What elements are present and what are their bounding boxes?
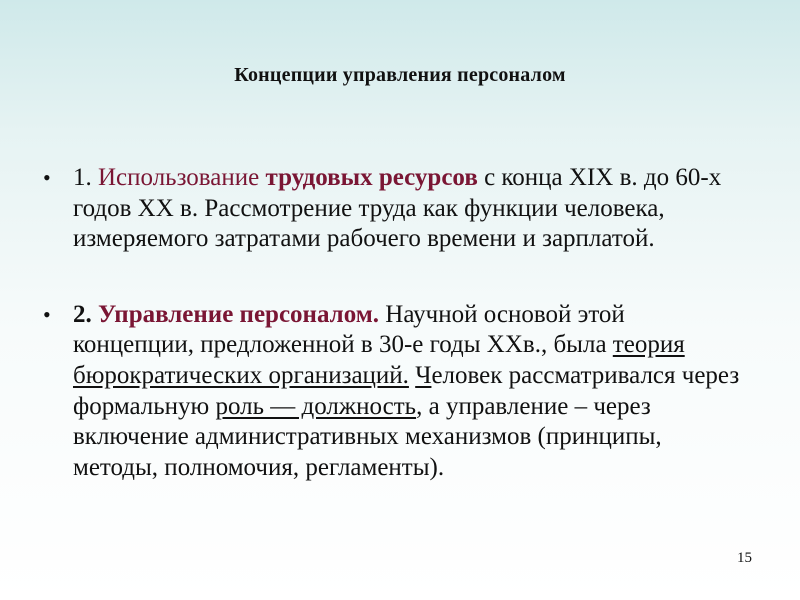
bullet-marker-icon: •: [43, 301, 51, 327]
bullet-2-bureaucratic-theory: теория бюрократических организаций.: [73, 331, 685, 389]
bullet-item-2: [40, 300, 740, 484]
bullet-1-term-usage: Использование: [98, 164, 260, 191]
bullet-1-term-labor-resources: трудовых ресурсов: [265, 164, 478, 191]
bullet-list: [40, 163, 740, 483]
bullet-2-role-position: роль — должность: [215, 392, 417, 420]
bullet-2-text-b: еловек рассматривался через формальную: [73, 361, 740, 420]
bullet-2-letter-ch: Ч: [415, 361, 432, 389]
bullet-2-number: 2.: [73, 300, 92, 328]
bullet-1-number: 1.: [73, 164, 92, 191]
bullet-2-text-c: , а управление – через включение административных механизмов (принципы, методы, полномочия, регламенты).: [73, 392, 662, 481]
bullet-2-text-a: Научной основой этой концепции, предложенной в 30-е годы XXв., была: [73, 300, 625, 359]
bullet-1-text: с конца XIX в. до 60-х годов XX в. Рассмотрение труда как функции человека, измеряемого затратами рабочего времени и зарплатой.: [73, 164, 722, 253]
slide-title: Концепции управления персоналом: [234, 64, 566, 86]
bullet-item-1: [40, 163, 740, 255]
page-number: 15: [737, 550, 752, 566]
bullet-2-term-personnel-management: Управление персоналом.: [98, 300, 380, 328]
bullet-marker-icon: •: [43, 165, 51, 190]
